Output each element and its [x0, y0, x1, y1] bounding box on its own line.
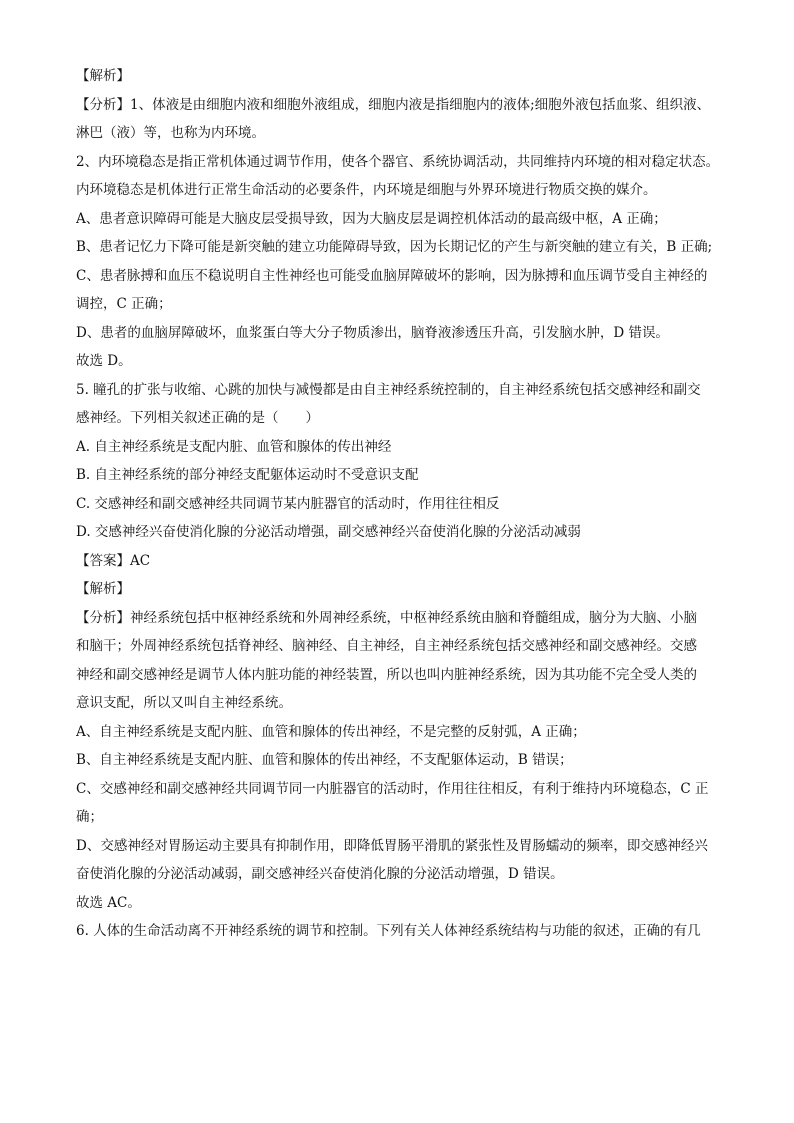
text-line: 意识支配，所以又叫自主神经系统。 [76, 695, 292, 711]
text-line: 和脑干；外周神经系统包括脊神经、脑神经、自主神经，自主神经系统包括交感神经和副交感神经。交感 [76, 638, 697, 654]
text-line: 【分析】1、体液是由细胞内液和细胞外液组成，细胞内液是指细胞内的液体;细胞外液包括血浆、组织液、 [76, 96, 711, 113]
option-explanation: C、交感神经和副交感神经共同调节同一内脏器官的活动时，作用往往相反，有利于维持内环境稳态，C 正 [76, 780, 709, 797]
question-option: B. 自主神经系统的部分神经支配躯体运动时不受意识支配 [76, 467, 419, 483]
question-stem: 6. 人体的生命活动离不开神经系统的调节和控制。下列有关人体神经系统结构与功能的叙述，正确的有几 [76, 923, 701, 939]
option-explanation: 奋使消化腺的分泌活动减弱，副交感神经兴奋使消化腺的分泌活动增强，D 错误。 [76, 866, 564, 882]
question-option: D. 交感神经兴奋使消化腺的分泌活动增强，副交感神经兴奋使消化腺的分泌活动减弱 [76, 524, 581, 540]
question-option: A. 自主神经系统是支配内脏、血管和腺体的传出神经 [76, 438, 392, 455]
conclusion: 故选 AC。 [76, 894, 141, 911]
text-line: 内环境稳态是机体进行正常生命活动的必要条件，内环境是细胞与外界环境进行物质交换的媒介。 [76, 182, 657, 198]
text-line: 神经和副交感神经是调节人体内脏功能的神经装置，所以也叫内脏神经系统，因为其功能不完全受人类的 [76, 666, 697, 683]
option-explanation: A、患者意识障碍可能是大脑皮层受损导致，因为大脑皮层是调控机体活动的最高级中枢，A 正确； [76, 210, 667, 227]
option-explanation: C、患者脉搏和血压不稳说明自主性神经也可能受血脑屏障破坏的影响，因为脉搏和血压调节受自主神经的 [76, 267, 708, 284]
text-line: 【分析】神经系统包括中枢神经系统和外周神经系统，中枢神经系统由脑和脊髓组成，脑分为大脑、小脑 [76, 609, 697, 626]
document-page [76, 62, 726, 946]
option-explanation: B、自主神经系统是支配内脏、血管和腺体的传出神经，不支配躯体运动，B 错误； [76, 752, 573, 768]
text-line: 2、内环境稳态是指正常机体通过调节作用，使各个器官、系统协调活动，共同维持内环境的相对稳定状态。 [76, 153, 720, 170]
option-explanation: A、自主神经系统是支配内脏、血管和腺体的传出神经，不是完整的反射弧，A 正确； [76, 723, 586, 740]
conclusion: 故选 D。 [76, 353, 132, 369]
question-stem: 5. 瞳孔的扩张与收缩、心跳的加快与减慢都是由自主神经系统控制的，自主神经系统包括交感神经和副交 [76, 381, 701, 398]
analysis-heading: 【解析】 [76, 68, 130, 84]
option-explanation: D、交感神经对胃肠运动主要具有抑制作用，即降低胃肠平滑肌的紧张性及胃肠蠕动的频率，即交感神经兴 [76, 837, 708, 854]
answer-line: 【答案】AC [76, 552, 151, 569]
analysis-heading: 【解析】 [76, 581, 130, 597]
question-stem: 感神经。下列相关叙述正确的是（ ） [76, 410, 319, 426]
option-explanation: 调控，C 正确； [76, 296, 172, 312]
option-explanation: 确； [76, 809, 103, 825]
question-option: C. 交感神经和副交感神经共同调节某内脏器官的活动时，作用往往相反 [76, 495, 500, 512]
option-explanation: B、患者记忆力下降可能是新突触的建立功能障碍导致，因为长期记忆的产生与新突触的建立有关，B 正确; [76, 239, 713, 255]
text-line: 淋巴（液）等，也称为内环境。 [76, 125, 265, 141]
option-explanation: D、患者的血脑屏障破坏，血浆蛋白等大分子物质渗出，脑脊液渗透压升高，引发脑水肿，D 错误。 [76, 324, 669, 341]
